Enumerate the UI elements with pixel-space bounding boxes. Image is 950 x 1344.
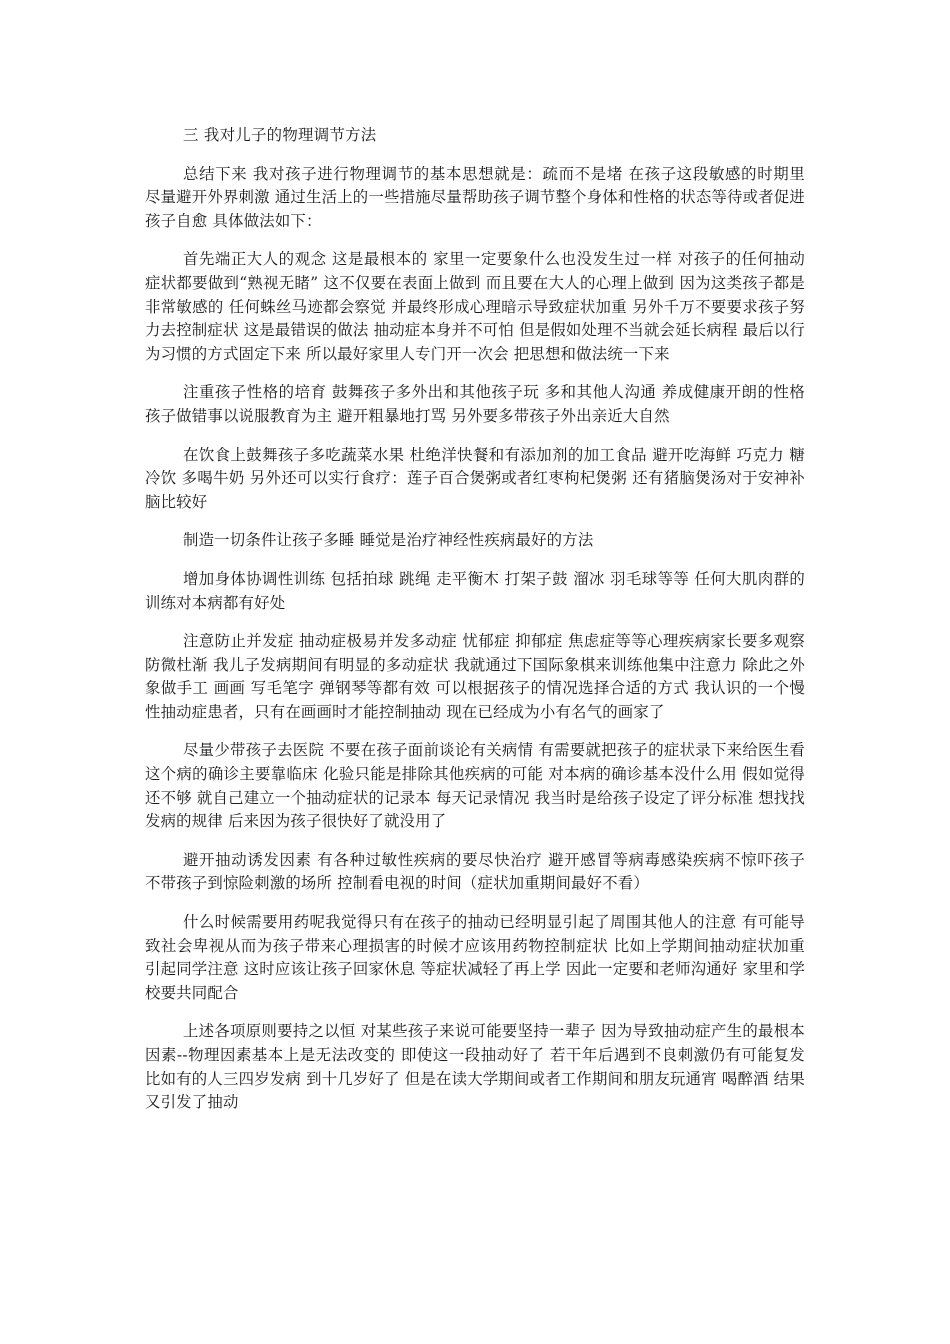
paragraph-summary: 总结下来 我对孩子进行物理调节的基本思想就是：疏而不是堵 在孩子这段敏感的时期里 尽量避开外界刺激 通过生活上的一些措施尽量帮助孩子调节整个身体和性格的状态等待或者促进孩子自愈 具体做法如下： — [145, 164, 805, 230]
paragraph-coordination-training: 增加身体协调性训练 包括拍球 跳绳 走平衡木 打架子鼓 溜冰 羽毛球等等 任何大肌肉群的训练对本病都有好处 — [145, 569, 805, 612]
paragraph-persistence: 上述各项原则要持之以恒 对某些孩子来说可能要坚持一辈子 因为导致抽动症产生的最根本因素--物理因素基本上是无法改变的 即使这一段抽动好了 若干年后遇到不良刺激仍有可能复发 比如有的人三四岁发病 到十几岁好了 但是在读大学期间或者工作期间和朋友玩通宵 喝醉酒 结果又引发了抽动 — [145, 1022, 805, 1112]
paragraph-parent-attitude: 首先端正大人的观念 这是最根本的 家里一定要象什么也没发生过一样 对孩子的任何抽动症状都要做到“熟视无睹” 这不仅要在表面上做到 而且要在大人的心理上做到 因为这类孩子都是非常敏感的 任何蛛丝马迹都会察觉 并最终形成心理暗示导致症状加重 另外千万不要要求孩子努力去控制症状 这是最错误的做法 抽动症本身并不可怕 但是假如处理不当就会延长病程 最后以行为习惯的方式固定下来 所以最好家里人专门开一次会 把思想和做法统一下来 — [145, 250, 805, 363]
paragraph-complications: 注意防止并发症 抽动症极易并发多动症 忧郁症 抑郁症 焦虑症等等心理疾病家长要多观察 防微杜渐 我儿子发病期间有明显的多动症状 我就通过下国际象棋来训练他集中注意力 除此之外象做手工 画画 写毛笔字 弹钢琴等都有效 可以根据孩子的情况选择合适的方式 我认识的一个慢性抽动症患者，只有在画画时才能控制抽动 现在已经成为小有名气的画家了 — [145, 632, 805, 721]
paragraph-triggers: 避开抽动诱发因素 有各种过敏性疾病的要尽快治疗 避开感冒等病毒感染疾病不惊吓孩子 不带孩子到惊险刺激的场所 控制看电视的时间（症状加重期间最好不看） — [145, 850, 805, 893]
paragraph-diet: 在饮食上鼓舞孩子多吃蔬菜水果 杜绝洋快餐和有添加剂的加工食品 避开吃海鲜 巧克力 糖 冷饮 多喝牛奶 另外还可以实行食疗：莲子百合煲粥或者红枣枸杞煲粥 还有猪脑煲汤对于安神补脑比较好 — [145, 445, 805, 511]
paragraph-personality: 注重孩子性格的培育 鼓舞孩子多外出和其他孩子玩 多和其他人沟通 养成健康开朗的性格 孩子做错事以说服教育为主 避开粗暴地打骂 另外要多带孩子外出亲近大自然 — [145, 383, 805, 425]
document-page — [145, 124, 805, 1130]
paragraph-sleep: 制造一切条件让孩子多睡 睡觉是治疗神经性疾病最好的方法 — [183, 531, 594, 550]
section-heading: 三 我对儿子的物理调节方法 — [183, 126, 377, 144]
paragraph-medication: 什么时候需要用药呢我觉得只有在孩子的抽动已经明显引起了周围其他人的注意 有可能导致社会卑视从而为孩子带来心理损害的时候才应该用药物控制症状 比如上学期间抽动症状加重 引起同学注意 这时应该让孩子回家休息 等症状减轻了再上学 因此一定要和老师沟通好 家里和学校要共同配合 — [145, 913, 805, 1002]
paragraph-hospital-visits: 尽量少带孩子去医院 不要在孩子面前谈论有关病情 有需要就把孩子的症状录下来给医生看 这个病的确诊主要靠临床 化验只能是排除其他疾病的可能 对本病的确诊基本没什么用 假如觉得还不够 就自己建立一个抽动症状的记录本 每天记录情况 我当时是给孩子设定了评分标准 想找找发病的规律 后来因为孩子很快好了就没用了 — [145, 741, 805, 831]
